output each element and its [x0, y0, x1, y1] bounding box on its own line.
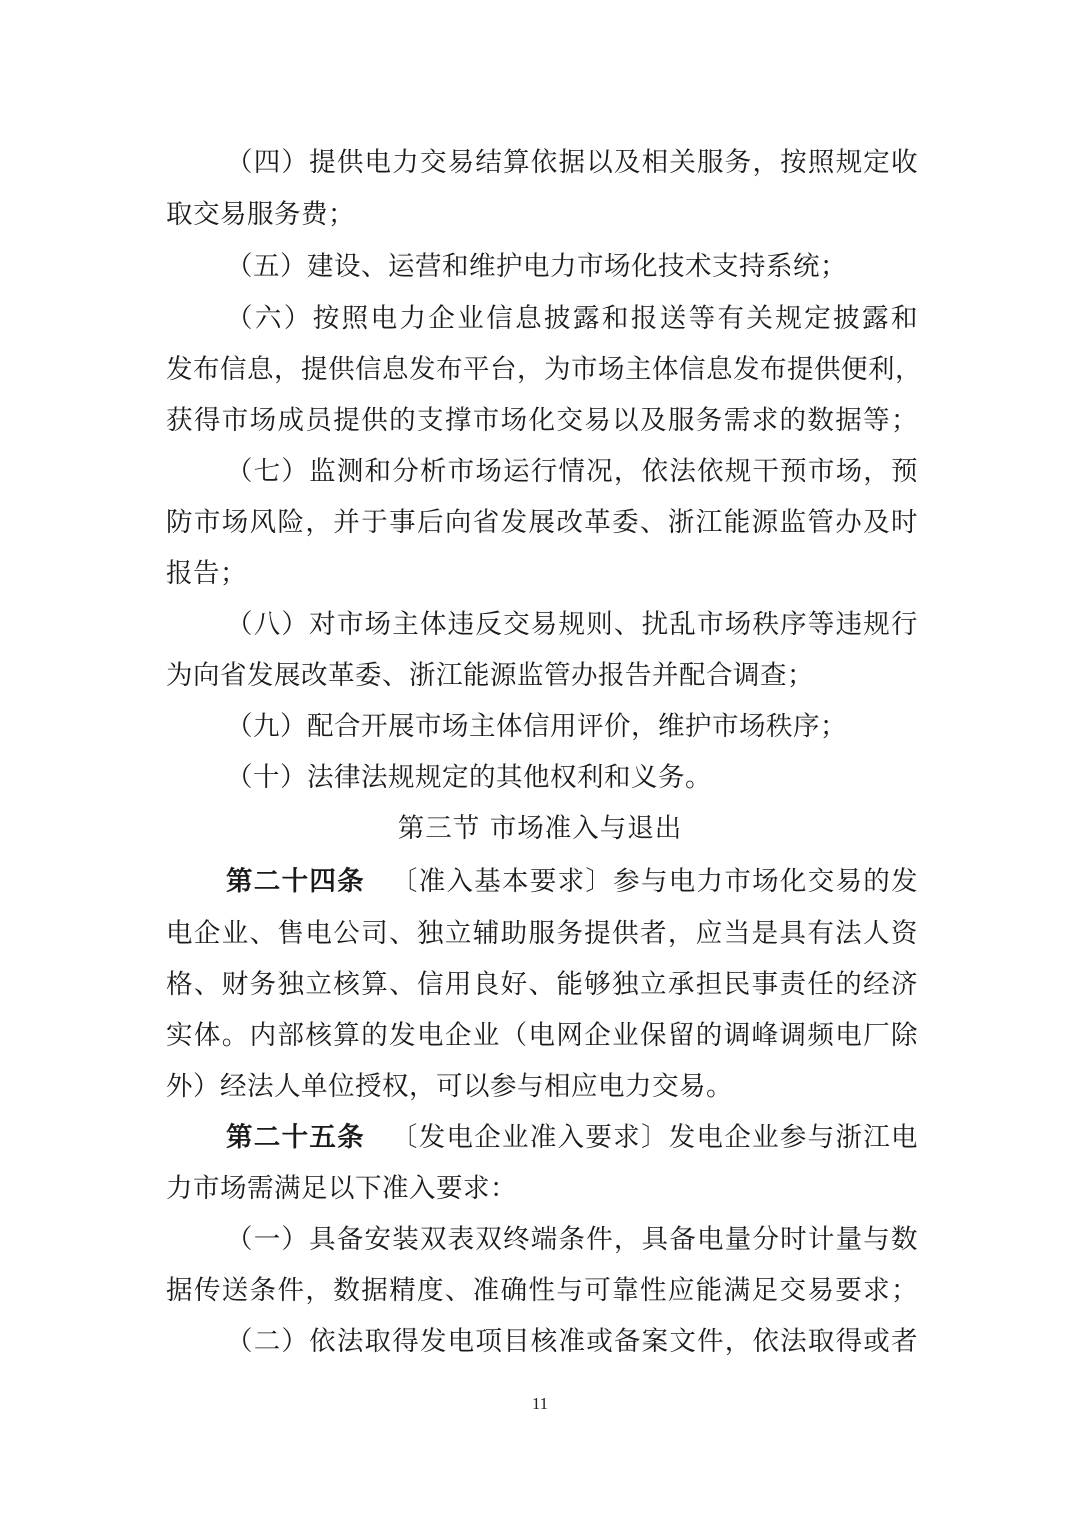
paragraph-line: 发布信息，提供信息发布平台，为市场主体信息发布提供便利， [166, 354, 922, 385]
paragraph-line: 为向省发展改革委、浙江能源监管办报告并配合调查； [166, 660, 814, 691]
page-number: 11 [531, 1394, 549, 1413]
paragraph-line: 电企业、售电公司、独立辅助服务提供者，应当是具有法人资 [166, 918, 918, 949]
section-heading: 第三节 市场准入与退出 [397, 813, 683, 844]
paragraph-line: （九）配合开展市场主体信用评价，维护市场秩序； [226, 711, 847, 742]
article-text: 〔准入基本要求〕参与电力市场化交易的发 [390, 866, 919, 897]
paragraph-line: （一）具备安装双表双终端条件，具备电量分时计量与数 [226, 1224, 918, 1255]
paragraph-line: （六）按照电力企业信息披露和报送等有关规定披露和 [226, 303, 918, 334]
paragraph-line: （四）提供电力交易结算依据以及相关服务，按照规定收 [226, 147, 918, 178]
article-text: 〔发电企业准入要求〕发电企业参与浙江电 [390, 1122, 919, 1153]
paragraph-line: 据传送条件，数据精度、准确性与可靠性应能满足交易要求； [166, 1275, 918, 1306]
paragraph-line: 实体。内部核算的发电企业（电网企业保留的调峰调频电厂除 [166, 1020, 918, 1051]
article-first-line [226, 855, 918, 909]
paragraph-line: （十）法律法规规定的其他权利和义务。 [226, 762, 712, 793]
paragraph-line: 外）经法人单位授权，可以参与相应电力交易。 [166, 1071, 733, 1102]
paragraph-line: 防市场风险，并于事后向省发展改革委、浙江能源监管办及时 [166, 507, 918, 538]
paragraph-line: 获得市场成员提供的支撑市场化交易以及服务需求的数据等； [166, 405, 918, 436]
article-first-line [226, 1111, 918, 1165]
paragraph-line: 格、财务独立核算、信用良好、能够独立承担民事责任的经济 [166, 969, 918, 1000]
paragraph-line: （八）对市场主体违反交易规则、扰乱市场秩序等违规行 [226, 609, 918, 640]
paragraph-line: （五）建设、运营和维护电力市场化技术支持系统； [226, 251, 847, 282]
article-label: 第二十五条 [226, 1122, 365, 1153]
paragraph-line: 力市场需满足以下准入要求： [166, 1173, 517, 1204]
paragraph-line: 取交易服务费； [166, 199, 355, 230]
paragraph-line: 报告； [166, 558, 247, 589]
article-label: 第二十四条 [226, 866, 365, 897]
paragraph-line: （二）依法取得发电项目核准或备案文件，依法取得或者 [226, 1326, 918, 1357]
paragraph-line: （七）监测和分析市场运行情况，依法依规干预市场，预 [226, 456, 918, 487]
